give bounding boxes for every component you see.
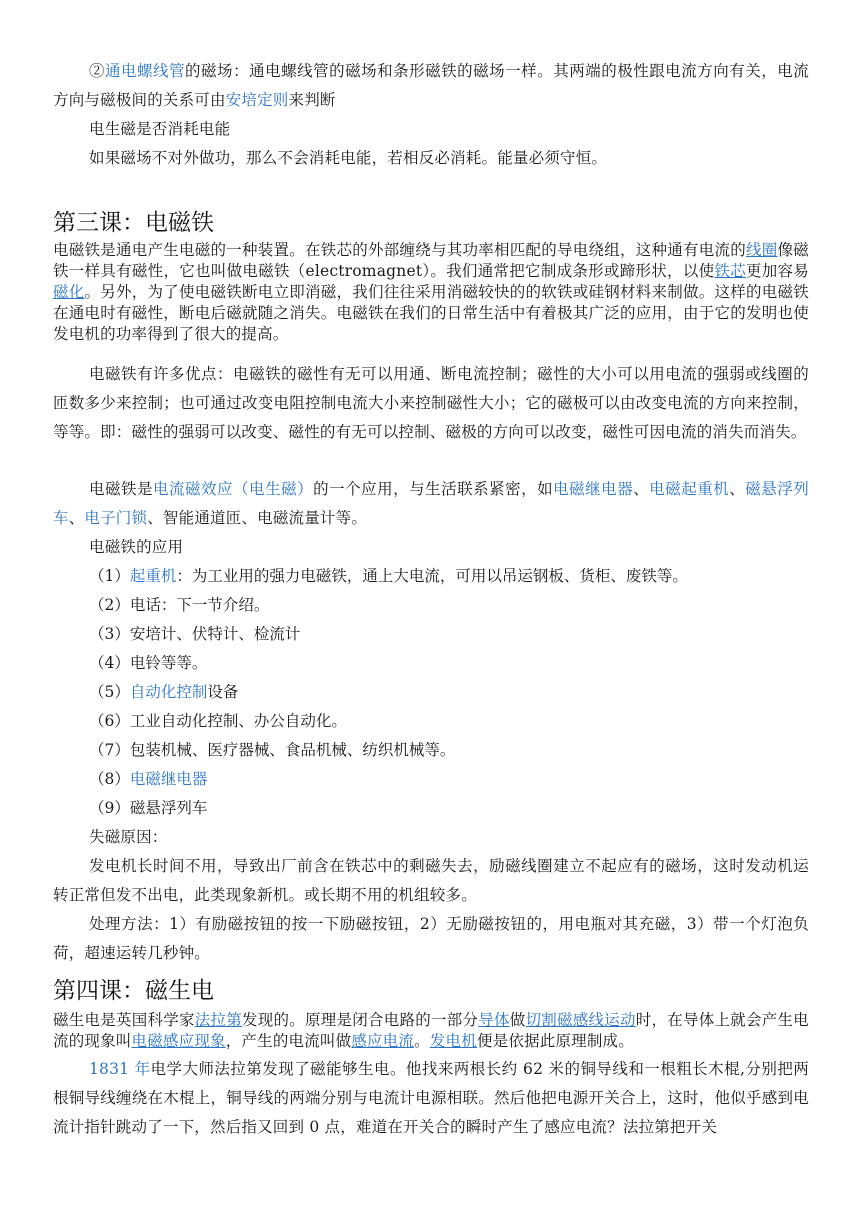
link-induction-phenomenon[interactable]: 电磁感应现象 [131, 1032, 226, 1050]
link-conductor[interactable]: 导体 [478, 1011, 510, 1029]
question-line: 电生磁是否消耗电能 [89, 120, 231, 138]
link-relay[interactable]: 电磁继电器 [553, 480, 634, 498]
list-item: （6）工业自动化控制、办公自动化。 [89, 712, 347, 730]
link-cutting-field-lines[interactable]: 切割磁感线运动 [525, 1011, 636, 1029]
list-item: （4）电铃等等。 [89, 654, 208, 672]
applications-intro-paragraph: 电磁铁是电流磁效应（电生磁）的一个应用，与生活联系紧密，如电磁继电器、电磁起重机、磁悬浮列车、电子门锁、智能通道匝、电磁流量计等。 [53, 480, 809, 527]
list-item: （5）自动化控制设备 [89, 683, 239, 701]
link-generator[interactable]: 发电机 [429, 1032, 477, 1050]
link-maglev[interactable]: 磁悬浮列车 [53, 480, 809, 527]
paragraph-text: 来判断 [288, 91, 336, 109]
fix-paragraph: 处理方法：1）有励磁按钮的按一下励磁按钮，2）无励磁按钮的，用电瓶对其充磁，3）带一个灯泡负荷，超速运转几秒钟。 [53, 915, 809, 962]
link-year-1831[interactable]: 1831 年 [89, 1060, 151, 1078]
demagnetization-paragraph: 发电机长时间不用，导致出厂前含在铁芯中的剩磁失去，励磁线圈建立不起应有的磁场，这时发动机运转正常但发不出电，此类现象新机。或长期不用的机组较多。 [53, 857, 809, 904]
lesson4-intro-paragraph: 磁生电是英国科学家法拉第发现的。原理是闭合电路的一部分导体做切割磁感线运动时，在导体上就会产生电流的现象叫电磁感应现象，产生的电流叫做感应电流。发电机便是依据此原理制成。 [53, 1011, 809, 1050]
list-item: （8）电磁继电器 [89, 770, 208, 788]
link-faraday[interactable]: 法拉第 [194, 1011, 242, 1029]
link-crane[interactable]: 电磁起重机 [649, 480, 730, 498]
list-marker: ② [89, 62, 106, 80]
lesson3-title: 第三课：电磁铁 [53, 210, 214, 236]
link-coil[interactable]: 线圈 [746, 241, 778, 259]
link-electronic-lock[interactable]: 电子门锁 [84, 509, 148, 527]
answer-line: 如果磁场不对外做功，那么不会消耗电能，若相反必消耗。能量必须守恒。 [89, 149, 608, 167]
paragraph-text: 的磁场：通电螺线管的磁场和条形磁铁的磁场一样。其两端的极性跟电流方向有关，电流方向与磁极间的关系可由 [53, 62, 809, 109]
lesson3-intro-paragraph: 电磁铁是通电产生电磁的一种装置。在铁芯的外部缠绕与其功率相匹配的导电绕组，这种通有电流的线圈像磁铁一样具有磁性，它也叫做电磁铁（electromagnet）。我们通常把它制成条形或蹄形状，以使铁芯更加容易磁化。另外，为了使电磁铁断电立即消磁，我们往往采用消磁较快的的软铁或硅钢材料来制做。这样的电磁铁在通电时有磁性，断电后磁就随之消失。电磁铁在我们的日常生活中有着极其广泛的应用，由于它的发明也使发电机的功率得到了很大的提高。 [53, 241, 809, 343]
solenoid-paragraph [53, 57, 809, 115]
list-item: （1）起重机：为工业用的强力电磁铁，通上大电流，可用以吊运钢板、货柜、废铁等。 [89, 567, 688, 585]
lesson4-title: 第四课：磁生电 [53, 978, 214, 1004]
link-iron-core[interactable]: 铁芯 [714, 262, 746, 280]
list-item: （3）安培计、伏特计、检流计 [89, 625, 301, 643]
applications-heading: 电磁铁的应用 [89, 538, 184, 556]
link-crane-app[interactable]: 起重机 [129, 567, 177, 585]
faraday-history-paragraph: 1831 年电学大师法拉第发现了磁能够生电。他找来两根长约 62 米的铜导线和一根粗长木棍,分别把两根铜导线缠绕在木棍上，铜导线的两端分别与电流计电源相联。然后他把电源开关合上，这时，他似乎感到电流计指针跳动了一下，然后指又回到 0 点，难道在开关合的瞬时产生了感应电流？法拉第把开关 [53, 1060, 809, 1136]
link-induced-current[interactable]: 感应电流 [351, 1032, 415, 1050]
advantages-paragraph: 电磁铁有许多优点：电磁铁的磁性有无可以用通、断电流控制；磁性的大小可以用电流的强弱或线圈的匝数多少来控制；也可通过改变电阻控制电流大小来控制磁性大小；它的磁极可以由改变电流的方向来控制，等等。即：磁性的强弱可以改变、磁性的有无可以控制、磁极的方向可以改变，磁性可因电流的消失而消失。 [53, 365, 809, 441]
link-current-magnetic-effect[interactable]: 电流磁效应（电生磁） [153, 480, 314, 498]
list-item: （2）电话：下一节介绍。 [89, 596, 270, 614]
list-item: （9）磁悬浮列车 [89, 799, 208, 817]
link-ampere-rule[interactable]: 安培定则 [225, 91, 289, 109]
link-relay-app[interactable]: 电磁继电器 [129, 770, 208, 788]
list-item: （7）包装机械、医疗器械、食品机械、纺织机械等。 [89, 741, 456, 759]
link-magnetization[interactable]: 磁化 [53, 283, 85, 301]
link-solenoid[interactable]: 通电螺线管 [105, 62, 186, 80]
link-automation[interactable]: 自动化控制 [129, 683, 208, 701]
demagnetization-heading: 失磁原因： [89, 828, 168, 846]
